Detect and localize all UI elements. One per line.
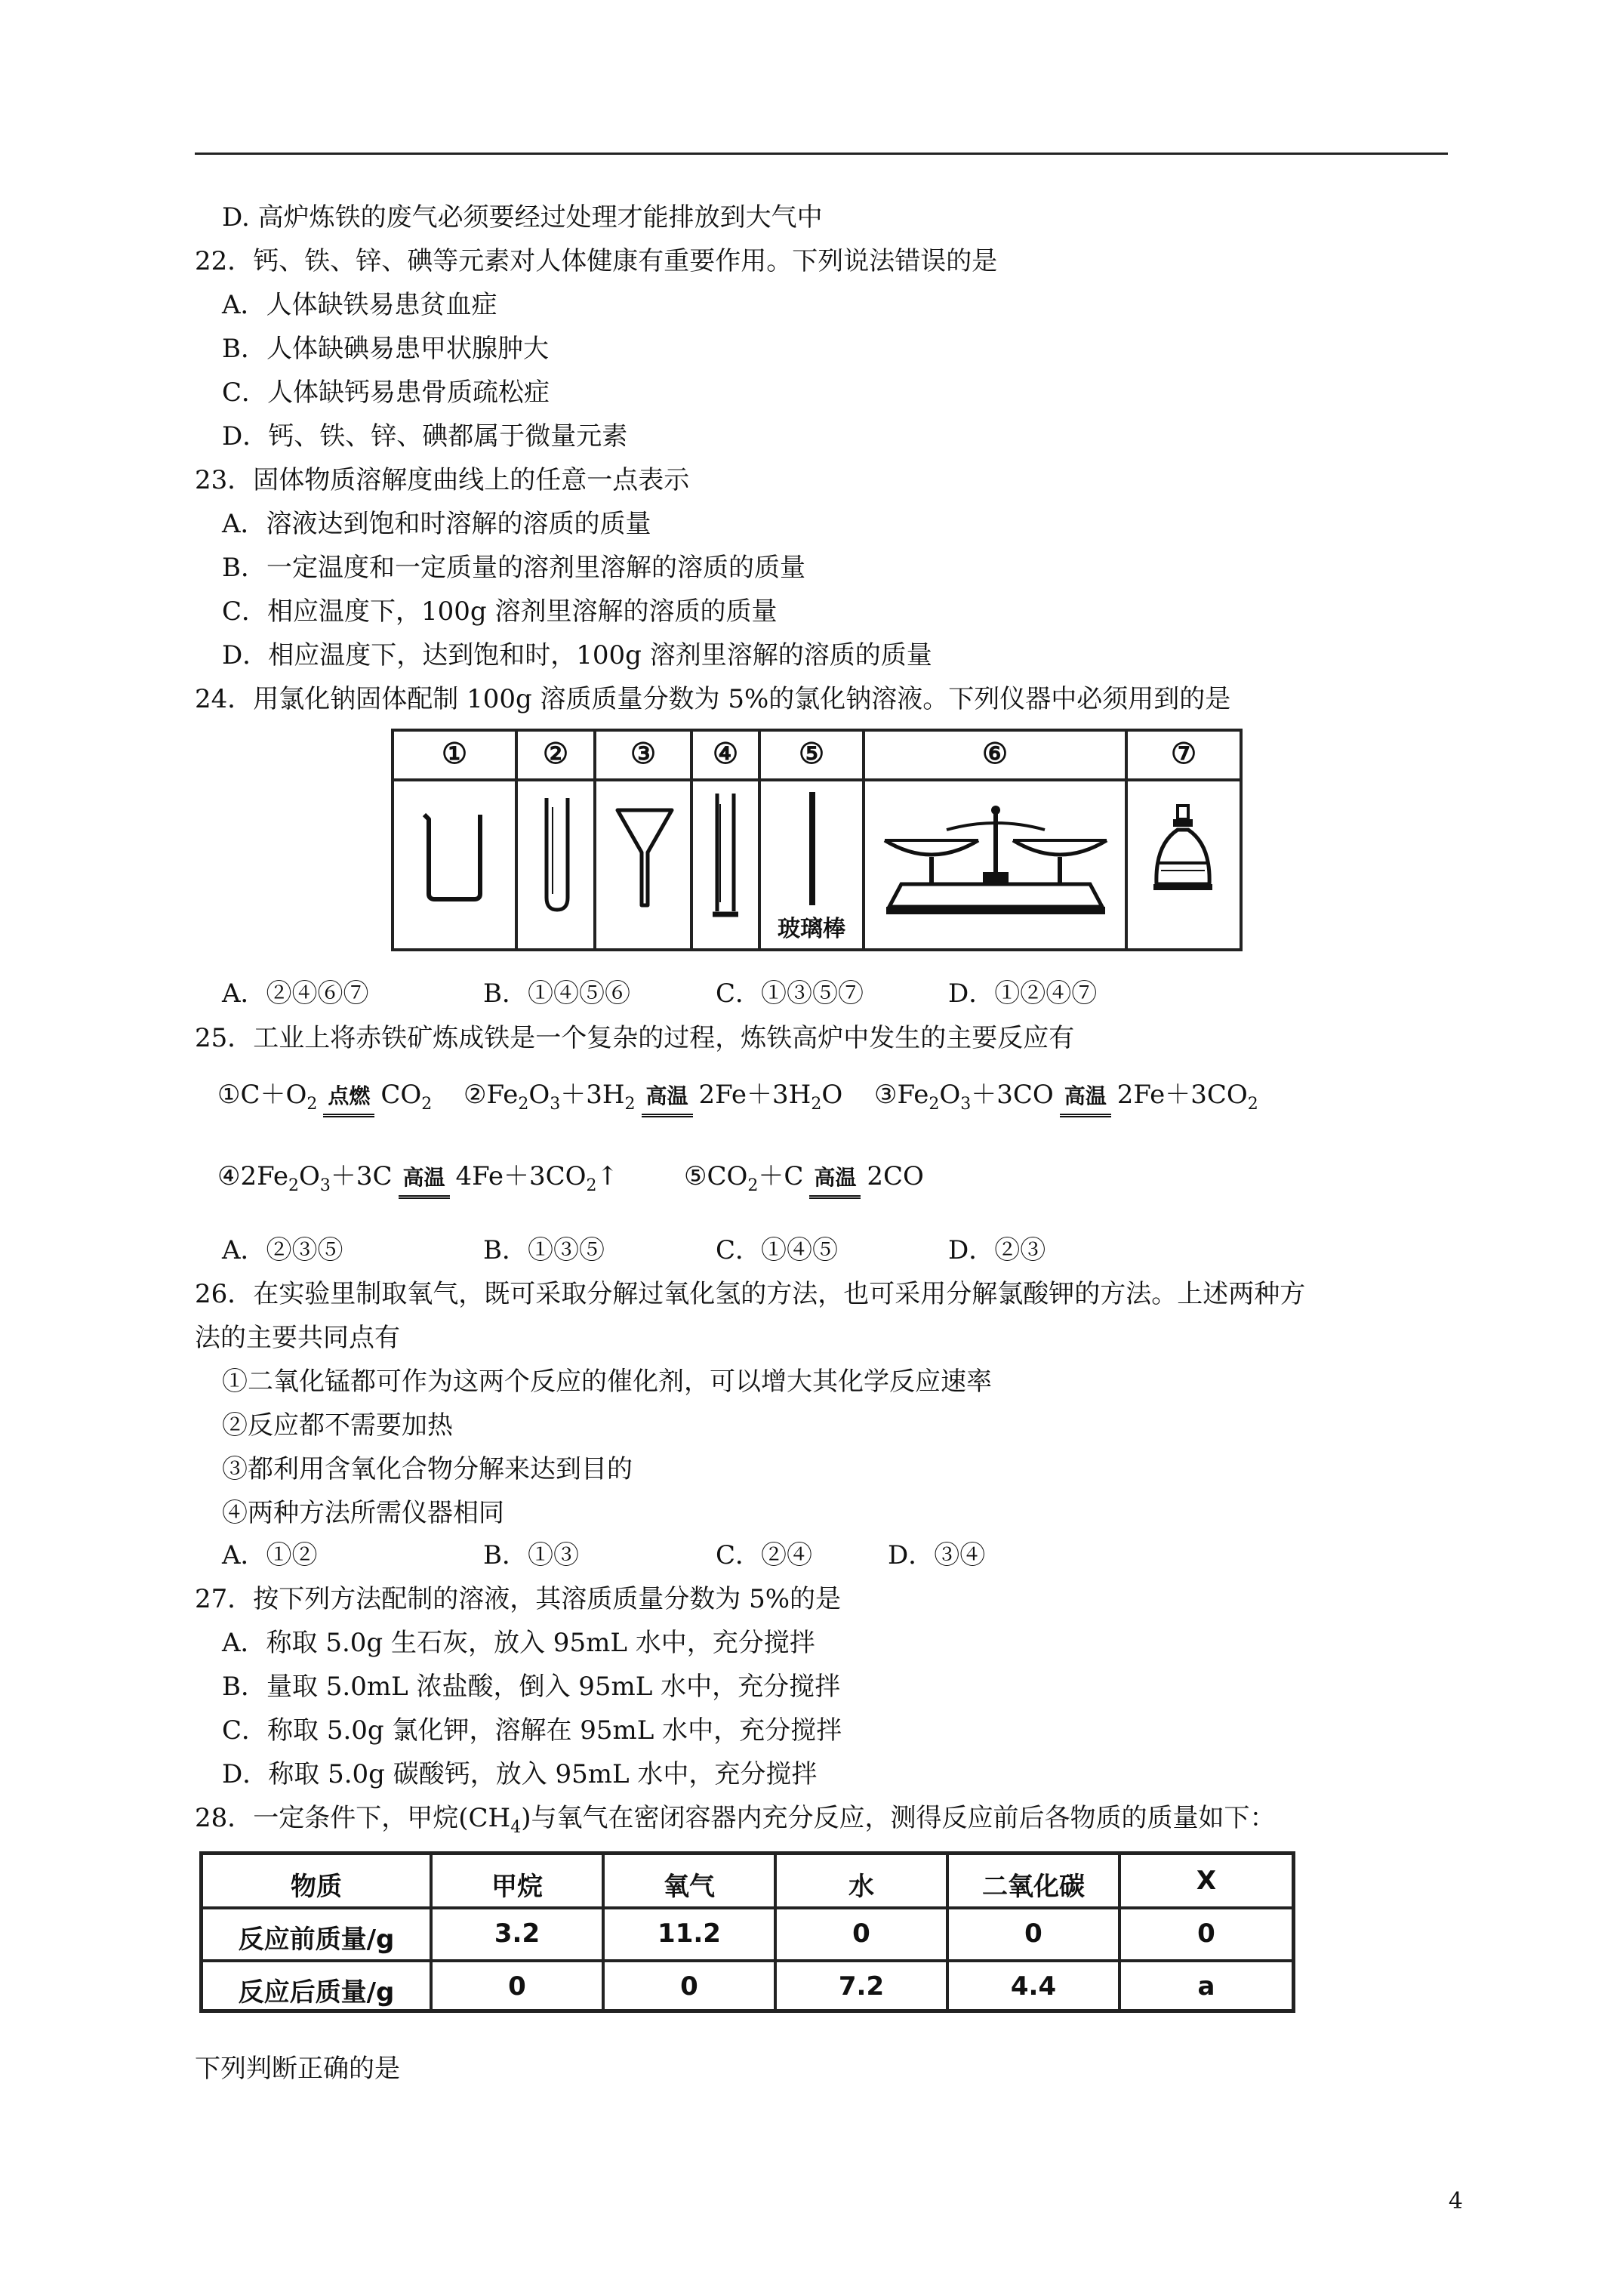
equation-1: $①C+O_2$ 点燃 $CO_2$ [217, 1080, 433, 1114]
table-cell: 0 [1197, 1918, 1215, 1949]
apparatus-number-6: ⑥ [981, 736, 1009, 770]
glass-rod-label: 玻璃棒 [778, 916, 845, 942]
table-header-substance: 物质 [291, 1872, 342, 1902]
q22-stem: 22．钙、铁、锌、碘等元素对人体健康有重要作用。下列说法错误的是 [195, 246, 998, 276]
q26-choice-c: C．②④ [716, 1540, 813, 1570]
table-cell: 7.2 [838, 1971, 885, 2002]
q28-stem: 28．一定条件下，甲烷$(CH_4)$与氧气在密闭容器内充分反应，测得反应前后各物质的质量如下： [195, 1803, 1276, 1837]
apparatus-number-2: ② [542, 736, 569, 770]
q26-statement-4: ④两种方法所需仪器相同 [222, 1498, 504, 1528]
apparatus-number-4: ④ [712, 736, 739, 770]
q25-choice-a: A．②③⑤ [222, 1235, 343, 1265]
page-number: 4 [1448, 2188, 1463, 2214]
q23-option-d: D．相应温度下，达到饱和时，100g 溶剂里溶解的溶质的质量 [222, 640, 932, 670]
q25-choice-b: B．①③⑤ [483, 1235, 605, 1265]
q24-choice-b: B．①④⑤⑥ [483, 978, 630, 1009]
q25-stem: 25．工业上将赤铁矿炼成铁是一个复杂的过程，炼铁高炉中发生的主要反应有 [195, 1023, 1075, 1053]
mass-table [199, 1851, 1295, 2013]
table-header-oxygen: 氧气 [664, 1872, 715, 1902]
q23-option-a: A．溶液达到饱和时溶解的溶质的质量 [222, 509, 651, 539]
q26-stem: 26．在实验里制取氧气，既可采取分解过氧化氢的方法，也可采用分解氯酸钾的方法。上述两种方 [195, 1279, 1306, 1309]
apparatus-number-7: ⑦ [1170, 736, 1197, 770]
table-cell: 0 [852, 1918, 870, 1949]
table-cell: a [1197, 1971, 1215, 2002]
q26-choice-d: D．③④ [888, 1540, 986, 1570]
table-cell: 3.2 [494, 1918, 540, 1949]
q24-choice-d: D．①②④⑦ [948, 978, 1098, 1009]
table-header-methane: 甲烷 [491, 1872, 543, 1902]
q26-choice-b: B．①③ [483, 1540, 579, 1570]
alcohol-lamp-icon [1149, 800, 1217, 905]
test-tube-icon [536, 792, 578, 917]
q24-choice-c: C．①③⑤⑦ [716, 978, 864, 1009]
equation-2: $②Fe_2O_3+3H_2$ 高温 $2Fe+3H_2O$ [463, 1080, 843, 1114]
equation-3: $③Fe_2O_3+3CO$ 高温 $2Fe+3CO_2$ [874, 1080, 1258, 1114]
equation-4: $④2Fe_2O_3+3C$ 高温 $4Fe+3CO_2↑$ [217, 1161, 619, 1195]
table-cell: 0 [508, 1971, 526, 2002]
q25-choice-d: D．②③ [948, 1235, 1046, 1265]
table-cell: 4.4 [1010, 1971, 1057, 2002]
q28-prompt: 下列判断正确的是 [195, 2054, 400, 2084]
q27-option-d: D．称取 5.0g 碳酸钙，放入 95mL 水中，充分搅拌 [222, 1759, 818, 1789]
q22-option-b: B．人体缺碘易患甲状腺肿大 [222, 334, 549, 364]
q26-statement-1: ①二氧化锰都可作为这两个反应的催化剂，可以增大其化学反应速率 [222, 1367, 992, 1397]
table-cell: 0 [1024, 1918, 1042, 1949]
graduated-cylinder-icon [707, 789, 744, 925]
q26-statement-2: ②反应都不需要加热 [222, 1410, 453, 1441]
q22-option-d: D．钙、铁、锌、碘都属于微量元素 [222, 421, 628, 451]
q21-option-d: D. 高炉炼铁的废气必须要经过处理才能排放到大气中 [222, 202, 823, 233]
q27-option-b: B．量取 5.0mL 浓盐酸，倒入 95mL 水中，充分搅拌 [222, 1672, 841, 1702]
glass-rod-icon [805, 789, 820, 908]
table-header-co2: 二氧化碳 [982, 1872, 1085, 1902]
funnel-icon [613, 800, 676, 913]
table-cell: 11.2 [658, 1918, 721, 1949]
apparatus-number-5: ⑤ [798, 736, 825, 770]
q27-option-c: C．称取 5.0g 氯化钾，溶解在 95mL 水中，充分搅拌 [222, 1715, 842, 1746]
q25-choice-c: C．①④⑤ [716, 1235, 839, 1265]
apparatus-number-3: ③ [630, 736, 657, 770]
table-row-after-label: 反应后质量/g [238, 1977, 395, 2008]
beaker-icon [417, 800, 492, 905]
table-row-before-label: 反应前质量/g [238, 1925, 395, 1955]
q26-stem-cont: 法的主要共同点有 [195, 1323, 400, 1353]
q22-option-c: C．人体缺钙易患骨质疏松症 [222, 378, 550, 408]
table-header-x: X [1196, 1866, 1217, 1896]
q23-option-b: B．一定温度和一定质量的溶剂里溶解的溶质的质量 [222, 553, 805, 583]
header-rule [195, 153, 1448, 155]
q23-stem: 23．固体物质溶解度曲线上的任意一点表示 [195, 465, 690, 495]
q24-stem: 24．用氯化钠固体配制 100g 溶质质量分数为 5%的氯化钠溶液。下列仪器中必须用到的是 [195, 684, 1231, 714]
q24-choice-a: A．②④⑥⑦ [222, 978, 369, 1009]
table-header-water: 水 [848, 1872, 874, 1902]
q27-stem: 27．按下列方法配制的溶液，其溶质质量分数为 5%的是 [195, 1584, 842, 1614]
equation-5: $⑤CO_2+C$ 高温 2CO [684, 1161, 924, 1195]
q22-option-a: A．人体缺铁易患贫血症 [222, 290, 497, 320]
balance-icon [879, 794, 1113, 922]
q26-choice-a: A．①② [222, 1540, 318, 1570]
q23-option-c: C．相应温度下，100g 溶剂里溶解的溶质的质量 [222, 596, 778, 627]
apparatus-number-1: ① [441, 736, 468, 770]
q26-statement-3: ③都利用含氧化合物分解来达到目的 [222, 1454, 633, 1484]
apparatus-table [391, 729, 1243, 951]
q27-option-a: A．称取 5.0g 生石灰，放入 95mL 水中，充分搅拌 [222, 1628, 815, 1658]
table-cell: 0 [680, 1971, 698, 2002]
